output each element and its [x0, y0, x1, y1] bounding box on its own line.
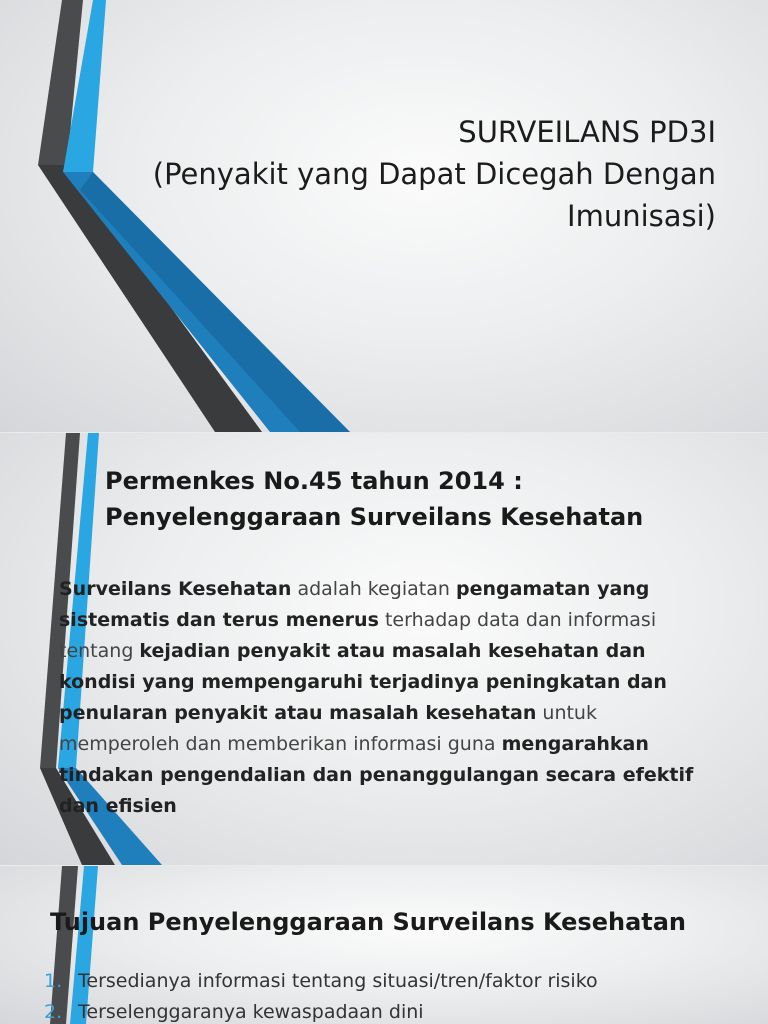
emphasis-text: pengamatan yang sistematis dan terus menerus: [59, 578, 650, 631]
objectives-list: [44, 966, 744, 1024]
list-item-text: Tersedianya informasi tentang situasi/tren/faktor risiko: [78, 970, 598, 992]
title-line-3: Imunisasi): [567, 199, 716, 233]
emphasis-text: kejadian penyakit atau masalah kesehatan dan kondisi yang mempengaruhi terjadinya peningkatan dan penularan penyakit atau masalah kesehatan: [59, 640, 667, 724]
body-text: terhadap data dan informasi tentang: [59, 609, 657, 662]
slide-title: [105, 463, 725, 535]
definition-paragraph: [59, 574, 719, 822]
slide-1: [0, 0, 768, 432]
body-text: adalah kegiatan: [291, 578, 456, 600]
slide-title: Tujuan Penyelenggaraan Surveilans Kesehatan: [50, 908, 687, 936]
slide-title: [76, 111, 716, 237]
title-line-2: (Penyakit yang Dapat Dicegah Dengan: [152, 157, 716, 191]
term-text: Surveilans Kesehatan: [59, 578, 292, 600]
emphasis-text: mengarahkan tindakan pengendalian dan penanggulangan secara efektif dan efisien: [59, 733, 694, 817]
list-item-text: Terselenggaranya kewaspadaan dini: [78, 1001, 424, 1023]
slide-3: [0, 866, 768, 1024]
slide-2: [0, 433, 768, 865]
title-line-1: SURVEILANS PD3I: [458, 115, 716, 149]
list-item: [44, 997, 744, 1024]
title-line-2: Penyelenggaraan Surveilans Kesehatan: [105, 503, 644, 531]
list-item: [44, 966, 744, 997]
list-number: 1.: [44, 970, 63, 992]
title-line-1: Permenkes No.45 tahun 2014 :: [105, 467, 523, 495]
body-text: untuk memperoleh dan memberikan informasi guna: [59, 702, 597, 755]
list-number: 2.: [44, 1001, 63, 1023]
